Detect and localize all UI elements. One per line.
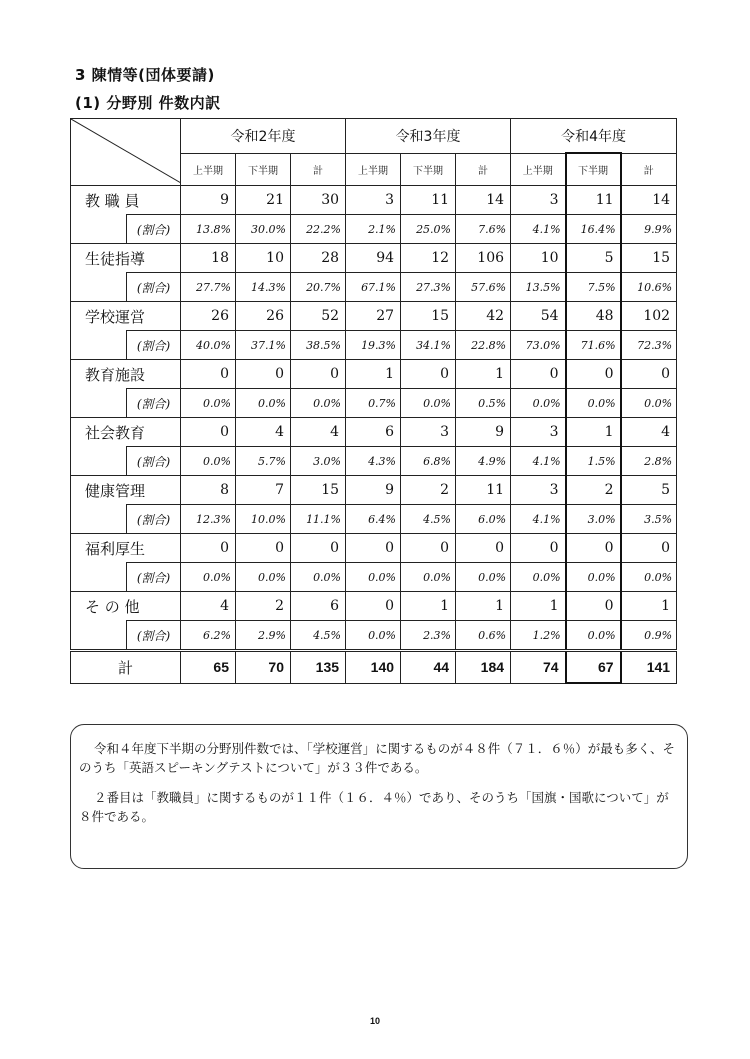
half-header: 計 bbox=[621, 153, 677, 186]
total-cell: 65 bbox=[181, 651, 236, 684]
ratio-cell: 27.7% bbox=[181, 273, 236, 302]
ratio-cell: 0.0% bbox=[511, 389, 566, 418]
ratio-cell: 2.3% bbox=[401, 621, 456, 651]
table-row bbox=[71, 447, 677, 476]
total-row bbox=[71, 651, 677, 684]
ratio-label: (割合) bbox=[127, 331, 181, 360]
ratio-cell: 71.6% bbox=[566, 331, 621, 360]
count-cell: 3 bbox=[346, 186, 401, 215]
ratio-cell: 67.1% bbox=[346, 273, 401, 302]
count-cell: 0 bbox=[291, 360, 346, 389]
count-cell: 2 bbox=[566, 476, 621, 505]
category-spacer bbox=[71, 331, 127, 360]
ratio-cell: 6.8% bbox=[401, 447, 456, 476]
ratio-cell: 6.4% bbox=[346, 505, 401, 534]
ratio-cell: 2.9% bbox=[236, 621, 291, 651]
category-spacer bbox=[71, 215, 127, 244]
count-cell: 5 bbox=[621, 476, 677, 505]
count-cell: 14 bbox=[456, 186, 511, 215]
total-cell: 140 bbox=[346, 651, 401, 684]
category-label: 学校運営 bbox=[71, 302, 181, 331]
count-cell: 1 bbox=[401, 592, 456, 621]
ratio-cell: 0.0% bbox=[621, 389, 677, 418]
count-cell: 52 bbox=[291, 302, 346, 331]
table-row bbox=[71, 389, 677, 418]
count-cell: 1 bbox=[511, 592, 566, 621]
year-header: 令和4年度 bbox=[511, 119, 677, 154]
ratio-cell: 5.7% bbox=[236, 447, 291, 476]
ratio-cell: 0.6% bbox=[456, 621, 511, 651]
ratio-cell: 4.5% bbox=[291, 621, 346, 651]
ratio-label: (割合) bbox=[127, 273, 181, 302]
category-spacer bbox=[71, 563, 127, 592]
count-cell: 21 bbox=[236, 186, 291, 215]
count-cell: 3 bbox=[511, 476, 566, 505]
count-cell: 12 bbox=[401, 244, 456, 273]
category-label: 健康管理 bbox=[71, 476, 181, 505]
count-cell: 10 bbox=[511, 244, 566, 273]
total-cell: 184 bbox=[456, 651, 511, 684]
diagonal-line bbox=[71, 119, 181, 183]
count-cell: 27 bbox=[346, 302, 401, 331]
category-label: 社会教育 bbox=[71, 418, 181, 447]
ratio-label: (割合) bbox=[127, 621, 181, 651]
count-cell: 0 bbox=[566, 534, 621, 563]
count-cell: 48 bbox=[566, 302, 621, 331]
count-cell: 54 bbox=[511, 302, 566, 331]
count-cell: 106 bbox=[456, 244, 511, 273]
ratio-cell: 6.0% bbox=[456, 505, 511, 534]
ratio-cell: 12.3% bbox=[181, 505, 236, 534]
ratio-cell: 4.1% bbox=[511, 447, 566, 476]
ratio-cell: 3.0% bbox=[291, 447, 346, 476]
count-cell: 9 bbox=[346, 476, 401, 505]
summary-note-box bbox=[70, 724, 688, 869]
ratio-cell: 4.1% bbox=[511, 215, 566, 244]
count-cell: 4 bbox=[181, 592, 236, 621]
ratio-label: (割合) bbox=[127, 563, 181, 592]
count-cell: 18 bbox=[181, 244, 236, 273]
ratio-label: (割合) bbox=[127, 505, 181, 534]
half-header: 計 bbox=[456, 153, 511, 186]
count-cell: 11 bbox=[456, 476, 511, 505]
table-row bbox=[71, 621, 677, 651]
count-cell: 0 bbox=[401, 534, 456, 563]
count-cell: 0 bbox=[181, 418, 236, 447]
ratio-cell: 22.2% bbox=[291, 215, 346, 244]
ratio-cell: 0.5% bbox=[456, 389, 511, 418]
count-cell: 3 bbox=[401, 418, 456, 447]
total-cell: 141 bbox=[621, 651, 677, 684]
subsection-heading: (1) 分野別 件数内訳 bbox=[75, 94, 221, 112]
count-cell: 102 bbox=[621, 302, 677, 331]
ratio-cell: 3.5% bbox=[621, 505, 677, 534]
count-cell: 0 bbox=[511, 360, 566, 389]
ratio-cell: 10.0% bbox=[236, 505, 291, 534]
count-cell: 0 bbox=[236, 360, 291, 389]
ratio-cell: 34.1% bbox=[401, 331, 456, 360]
ratio-cell: 13.5% bbox=[511, 273, 566, 302]
ratio-cell: 0.0% bbox=[291, 563, 346, 592]
count-cell: 0 bbox=[621, 534, 677, 563]
ratio-cell: 11.1% bbox=[291, 505, 346, 534]
ratio-cell: 73.0% bbox=[511, 331, 566, 360]
ratio-cell: 0.0% bbox=[181, 563, 236, 592]
category-label: 福利厚生 bbox=[71, 534, 181, 563]
count-cell: 1 bbox=[621, 592, 677, 621]
ratio-cell: 10.6% bbox=[621, 273, 677, 302]
ratio-cell: 0.0% bbox=[181, 389, 236, 418]
count-cell: 0 bbox=[181, 534, 236, 563]
half-header: 上半期 bbox=[511, 153, 566, 186]
count-cell: 42 bbox=[456, 302, 511, 331]
count-cell: 2 bbox=[401, 476, 456, 505]
ratio-cell: 7.5% bbox=[566, 273, 621, 302]
ratio-label: (割合) bbox=[127, 447, 181, 476]
ratio-label: (割合) bbox=[127, 215, 181, 244]
category-label: 教育施設 bbox=[71, 360, 181, 389]
ratio-cell: 0.0% bbox=[181, 447, 236, 476]
ratio-cell: 4.9% bbox=[456, 447, 511, 476]
table-row bbox=[71, 592, 677, 621]
count-cell: 0 bbox=[401, 360, 456, 389]
header-corner-cell bbox=[71, 119, 181, 186]
count-cell: 26 bbox=[181, 302, 236, 331]
half-header: 下半期 bbox=[236, 153, 291, 186]
ratio-cell: 57.6% bbox=[456, 273, 511, 302]
ratio-cell: 4.5% bbox=[401, 505, 456, 534]
ratio-cell: 0.0% bbox=[566, 621, 621, 651]
ratio-cell: 0.0% bbox=[401, 563, 456, 592]
ratio-cell: 22.8% bbox=[456, 331, 511, 360]
count-cell: 0 bbox=[236, 534, 291, 563]
count-cell: 28 bbox=[291, 244, 346, 273]
table-row bbox=[71, 302, 677, 331]
ratio-cell: 0.0% bbox=[401, 389, 456, 418]
ratio-cell: 2.8% bbox=[621, 447, 677, 476]
ratio-cell: 0.0% bbox=[236, 563, 291, 592]
ratio-cell: 27.3% bbox=[401, 273, 456, 302]
table-row bbox=[71, 476, 677, 505]
count-cell: 11 bbox=[401, 186, 456, 215]
count-cell: 6 bbox=[291, 592, 346, 621]
category-label: 教 職 員 bbox=[71, 186, 181, 215]
total-cell: 67 bbox=[566, 651, 621, 684]
ratio-cell: 0.9% bbox=[621, 621, 677, 651]
section-heading: 3 陳情等(団体要請) bbox=[75, 66, 215, 84]
ratio-cell: 6.2% bbox=[181, 621, 236, 651]
count-cell: 4 bbox=[621, 418, 677, 447]
count-cell: 30 bbox=[291, 186, 346, 215]
count-cell: 0 bbox=[291, 534, 346, 563]
count-cell: 15 bbox=[291, 476, 346, 505]
count-cell: 6 bbox=[346, 418, 401, 447]
ratio-cell: 14.3% bbox=[236, 273, 291, 302]
count-cell: 0 bbox=[346, 534, 401, 563]
count-cell: 15 bbox=[621, 244, 677, 273]
table-row bbox=[71, 215, 677, 244]
ratio-cell: 7.6% bbox=[456, 215, 511, 244]
category-label: そ の 他 bbox=[71, 592, 181, 621]
ratio-cell: 13.8% bbox=[181, 215, 236, 244]
total-cell: 135 bbox=[291, 651, 346, 684]
count-cell: 3 bbox=[511, 418, 566, 447]
count-cell: 14 bbox=[621, 186, 677, 215]
category-label: 生徒指導 bbox=[71, 244, 181, 273]
count-cell: 0 bbox=[181, 360, 236, 389]
half-header: 計 bbox=[291, 153, 346, 186]
count-cell: 15 bbox=[401, 302, 456, 331]
ratio-cell: 0.0% bbox=[346, 563, 401, 592]
count-cell: 1 bbox=[346, 360, 401, 389]
count-cell: 4 bbox=[236, 418, 291, 447]
count-cell: 9 bbox=[181, 186, 236, 215]
table-row bbox=[71, 360, 677, 389]
year-header: 令和3年度 bbox=[346, 119, 511, 154]
ratio-cell: 25.0% bbox=[401, 215, 456, 244]
year-header: 令和2年度 bbox=[181, 119, 346, 154]
ratio-cell: 19.3% bbox=[346, 331, 401, 360]
table-row bbox=[71, 563, 677, 592]
summary-paragraph: 令和４年度下半期の分野別件数では、「学校運営」に関するものが４８件（７１．６％）が最も多く、そのうち「英語スピーキングテストについて」が３３件である。 bbox=[79, 741, 676, 775]
table-row bbox=[71, 505, 677, 534]
ratio-cell: 0.0% bbox=[236, 389, 291, 418]
count-cell: 7 bbox=[236, 476, 291, 505]
count-cell: 94 bbox=[346, 244, 401, 273]
ratio-cell: 16.4% bbox=[566, 215, 621, 244]
table-row bbox=[71, 331, 677, 360]
ratio-label: (割合) bbox=[127, 389, 181, 418]
table-row bbox=[71, 418, 677, 447]
count-cell: 1 bbox=[456, 592, 511, 621]
count-cell: 26 bbox=[236, 302, 291, 331]
ratio-cell: 0.0% bbox=[511, 563, 566, 592]
count-cell: 4 bbox=[291, 418, 346, 447]
count-cell: 0 bbox=[456, 534, 511, 563]
count-cell: 0 bbox=[621, 360, 677, 389]
category-spacer bbox=[71, 621, 127, 651]
table-row bbox=[71, 186, 677, 215]
count-cell: 8 bbox=[181, 476, 236, 505]
ratio-cell: 37.1% bbox=[236, 331, 291, 360]
count-cell: 5 bbox=[566, 244, 621, 273]
ratio-cell: 4.1% bbox=[511, 505, 566, 534]
count-cell: 0 bbox=[566, 360, 621, 389]
ratio-cell: 0.0% bbox=[566, 563, 621, 592]
category-count-table bbox=[70, 118, 677, 684]
summary-paragraph: ２番目は「教職員」に関するものが１１件（１６．４％）であり、そのうち「国旗・国歌について」が８件である。 bbox=[79, 790, 669, 824]
category-spacer bbox=[71, 273, 127, 302]
table-row bbox=[71, 244, 677, 273]
ratio-cell: 0.7% bbox=[346, 389, 401, 418]
category-spacer bbox=[71, 389, 127, 418]
ratio-cell: 0.0% bbox=[566, 389, 621, 418]
ratio-cell: 4.3% bbox=[346, 447, 401, 476]
total-label: 計 bbox=[71, 651, 181, 684]
ratio-cell: 2.1% bbox=[346, 215, 401, 244]
page-number: 10 bbox=[369, 1016, 380, 1026]
count-cell: 3 bbox=[511, 186, 566, 215]
count-cell: 1 bbox=[456, 360, 511, 389]
half-header: 上半期 bbox=[181, 153, 236, 186]
category-spacer bbox=[71, 447, 127, 476]
table-row bbox=[71, 273, 677, 302]
table-row bbox=[71, 534, 677, 563]
total-cell: 74 bbox=[511, 651, 566, 684]
ratio-cell: 40.0% bbox=[181, 331, 236, 360]
category-spacer bbox=[71, 505, 127, 534]
count-cell: 0 bbox=[566, 592, 621, 621]
ratio-cell: 1.5% bbox=[566, 447, 621, 476]
half-header: 下半期 bbox=[401, 153, 456, 186]
ratio-cell: 38.5% bbox=[291, 331, 346, 360]
ratio-cell: 20.7% bbox=[291, 273, 346, 302]
count-cell: 9 bbox=[456, 418, 511, 447]
ratio-cell: 0.0% bbox=[456, 563, 511, 592]
count-cell: 10 bbox=[236, 244, 291, 273]
ratio-cell: 1.2% bbox=[511, 621, 566, 651]
half-header: 下半期 bbox=[566, 153, 621, 186]
total-cell: 70 bbox=[236, 651, 291, 684]
count-cell: 11 bbox=[566, 186, 621, 215]
ratio-cell: 3.0% bbox=[566, 505, 621, 534]
count-cell: 2 bbox=[236, 592, 291, 621]
ratio-cell: 9.9% bbox=[621, 215, 677, 244]
ratio-cell: 0.0% bbox=[346, 621, 401, 651]
count-cell: 0 bbox=[511, 534, 566, 563]
ratio-cell: 0.0% bbox=[621, 563, 677, 592]
ratio-cell: 30.0% bbox=[236, 215, 291, 244]
half-header: 上半期 bbox=[346, 153, 401, 186]
count-cell: 1 bbox=[566, 418, 621, 447]
total-cell: 44 bbox=[401, 651, 456, 684]
ratio-cell: 0.0% bbox=[291, 389, 346, 418]
ratio-cell: 72.3% bbox=[621, 331, 677, 360]
count-cell: 0 bbox=[346, 592, 401, 621]
